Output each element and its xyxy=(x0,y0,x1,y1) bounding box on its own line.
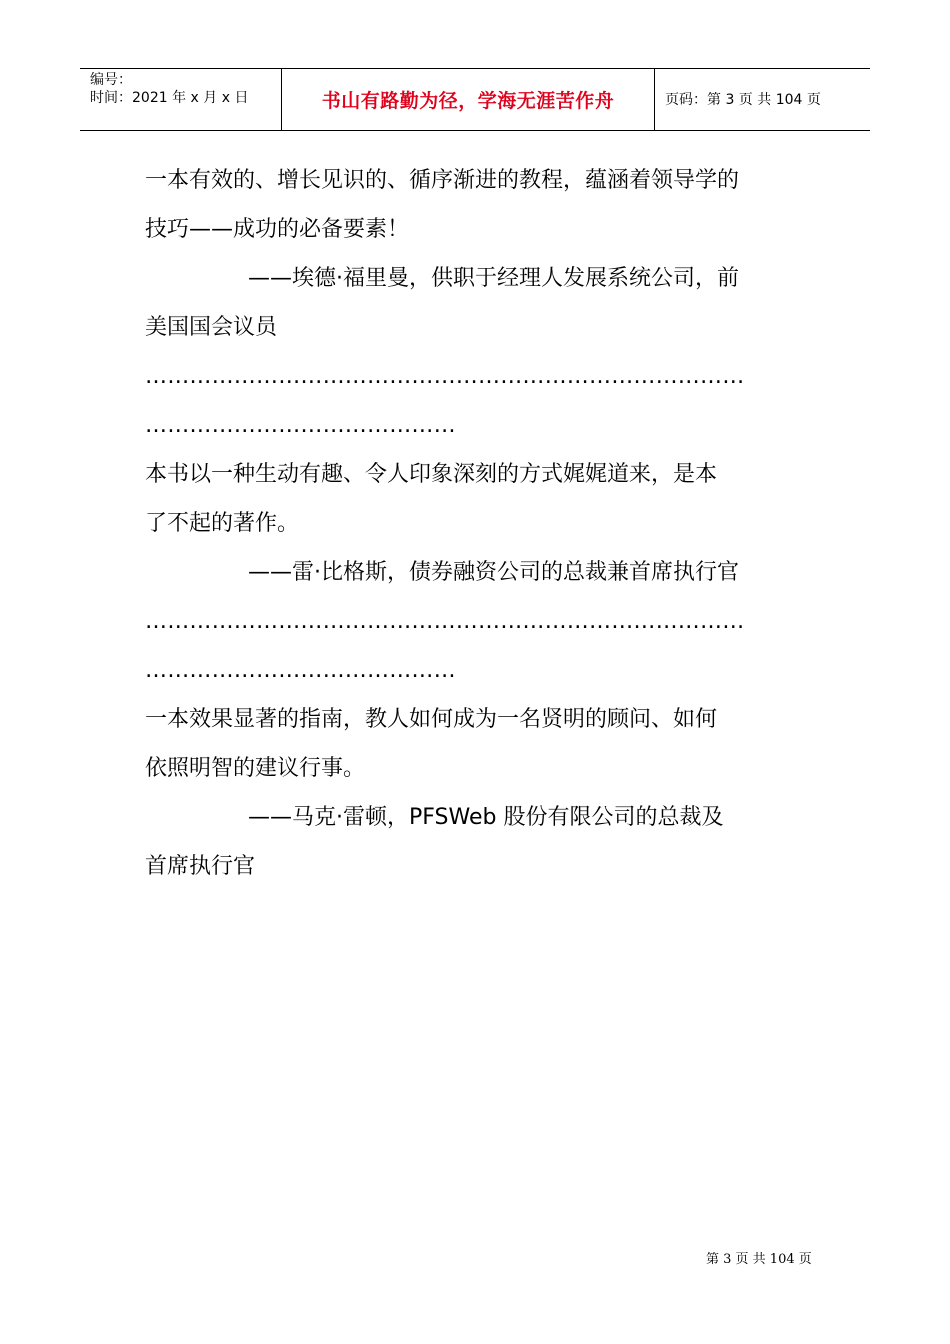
document-body xyxy=(145,156,810,891)
dotted-separator: ……………………………………………………………………… xyxy=(145,609,745,634)
document-number-label: 编号： xyxy=(90,72,132,88)
page-footer: 第 3 页 共 104 页 xyxy=(706,1252,812,1267)
header-motto: 书山有路勤为径，学海无涯苦作舟 xyxy=(321,90,615,112)
quote-2-attribution: ——雷·比格斯，债券融资公司的总裁兼首席执行官 xyxy=(248,560,739,585)
quote-3-text: 依照明智的建议行事。 xyxy=(145,756,366,781)
quote-1-attribution: 美国国会议员 xyxy=(145,315,278,340)
quote-2-text: 本书以一种生动有趣、令人印象深刻的方式娓娓道来，是本 xyxy=(145,462,718,487)
dotted-separator: ……………………………………………………………………… xyxy=(145,364,745,389)
document-time-label: 时间：2021 年 x 月 x 日 xyxy=(90,90,249,106)
quote-1-attribution: ——埃德·福里曼，供职于经理人发展系统公司，前 xyxy=(248,266,739,291)
dotted-separator: …………………………………… xyxy=(145,413,456,438)
header-motto-cell xyxy=(282,69,655,130)
quote-2-text: 了不起的著作。 xyxy=(145,511,300,536)
dotted-separator: …………………………………… xyxy=(145,658,456,683)
quote-3-attribution: 首席执行官 xyxy=(145,854,256,879)
quote-3-attribution: ——马克·雷顿，PFSWeb 股份有限公司的总裁及 xyxy=(248,805,724,830)
page-header xyxy=(80,68,870,131)
quote-3-text: 一本效果显著的指南，教人如何成为一名贤明的顾问、如何 xyxy=(145,707,718,732)
header-page-info: 页码：第 3 页 共 104 页 xyxy=(665,92,821,108)
header-page-cell xyxy=(655,69,870,130)
quote-1-text: 一本有效的、增长见识的、循序渐进的教程，蕴涵着领导学的 xyxy=(145,168,740,193)
quote-1-text: 技巧——成功的必备要素！ xyxy=(145,217,410,242)
header-meta-cell xyxy=(80,69,282,130)
